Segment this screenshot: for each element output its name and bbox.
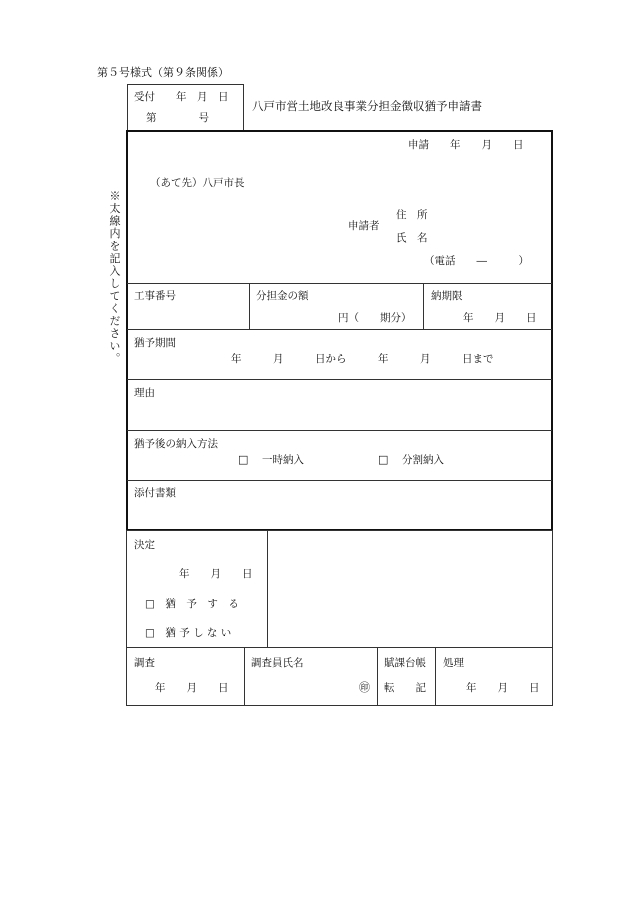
side-note: ※太線内を記入してください。 [108, 190, 121, 365]
divider-period [127, 379, 552, 380]
lump-sum-checkbox[interactable]: □ [238, 453, 249, 466]
ledger-entry: 転 記 [384, 682, 426, 694]
divider-header [127, 283, 552, 284]
divider-payment [127, 480, 552, 481]
footer-divider-1 [244, 647, 245, 705]
seal-mark: ㊞ [359, 681, 370, 694]
address-label[interactable]: 住 所 [396, 209, 428, 221]
reason-label[interactable]: 理由 [134, 387, 155, 399]
decision-divider [267, 530, 268, 647]
survey-date[interactable]: 年 月 日 [155, 682, 229, 694]
decision-date[interactable]: 年 月 日 [179, 568, 253, 580]
reception-date: 受付 年 月 日 [134, 91, 229, 103]
applicant-label: 申請者 [348, 220, 380, 232]
processing-label: 処理 [443, 657, 464, 669]
reception-number: 第 号 [146, 112, 209, 124]
amount-label: 分担金の額 [256, 290, 309, 302]
footer-divider-2 [377, 647, 378, 705]
attachments-label[interactable]: 添付書類 [134, 487, 176, 499]
surveyor-label: 調査員氏名 [251, 657, 304, 669]
divider-reason [127, 430, 552, 431]
form-number: 第５号様式（第９条関係） [97, 66, 229, 79]
name-label[interactable]: 氏 名 [396, 232, 428, 244]
footer-divider-3 [435, 647, 436, 705]
deadline-date[interactable]: 年 月 日 [463, 312, 537, 324]
deadline-label: 納期限 [431, 290, 463, 302]
phone-field[interactable]: （電話 ― ） [424, 255, 529, 267]
divider-work-col1 [249, 283, 250, 329]
divider-work [127, 329, 552, 330]
main-form-box [126, 130, 553, 531]
ledger-label: 賦課台帳 [384, 657, 426, 669]
payment-label: 猶予後の納入方法 [134, 438, 218, 450]
survey-label: 調査 [134, 657, 155, 669]
installment-checkbox[interactable]: □ [378, 453, 389, 466]
period-label: 猶予期間 [134, 337, 176, 349]
decision-grant-option[interactable]: □ 猶 予 す る [145, 598, 239, 610]
divider-work-col2 [423, 283, 424, 329]
work-number-label[interactable]: 工事番号 [134, 290, 176, 302]
addressee: （あて先）八戸市長 [150, 177, 245, 189]
footer-box [126, 647, 553, 706]
period-range[interactable]: 年 月 日から 年 月 日まで [231, 353, 494, 365]
lump-sum-label: 一時納入 [262, 454, 304, 466]
decision-deny-option[interactable]: □ 猶 予 し な い [145, 627, 232, 639]
application-date[interactable]: 申請 年 月 日 [408, 139, 524, 151]
decision-label: 決定 [134, 539, 155, 551]
amount-field[interactable]: 円（ 期分） [338, 312, 412, 324]
installment-label: 分割納入 [402, 454, 444, 466]
processing-date[interactable]: 年 月 日 [466, 682, 540, 694]
form-title: 八戸市営土地改良事業分担金徴収猶予申請書 [252, 99, 482, 113]
